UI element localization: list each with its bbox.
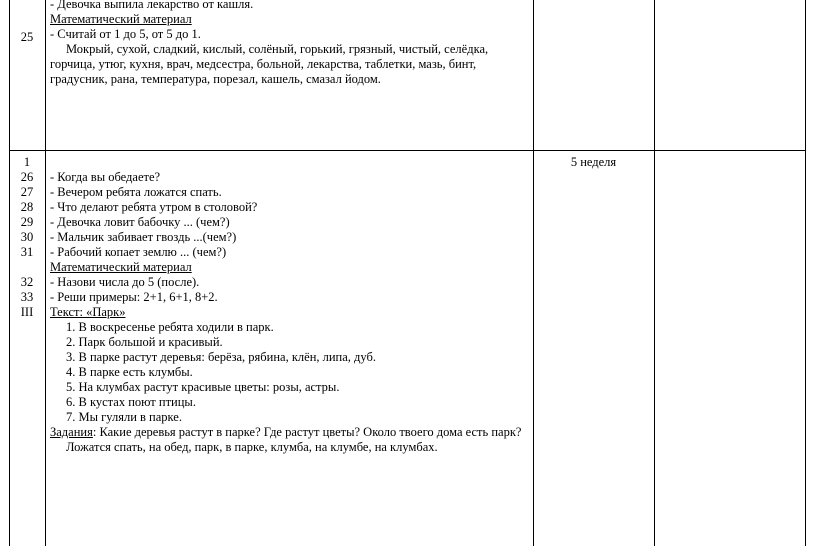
lesson-content — [50, 0, 530, 87]
task-line — [50, 425, 530, 440]
text-line: - Рабочий копает землю ... (чем?) — [50, 245, 227, 259]
week-label: 5 неделя — [570, 155, 617, 169]
lesson-number: III — [20, 305, 34, 319]
week-cell — [533, 155, 654, 170]
lesson-numbers — [9, 155, 45, 320]
section-heading: Математический материал — [50, 260, 192, 274]
task-label: Задания — [50, 425, 93, 439]
list-item: 2. Парк большой и красивый. — [66, 335, 223, 349]
text-line — [50, 155, 530, 170]
list-item: 6. В кустах поют птицы. — [66, 395, 196, 409]
lesson-number: 30 — [20, 230, 34, 244]
lesson-content — [50, 155, 530, 455]
table-border-right — [805, 0, 806, 546]
list-item: 4. В парке есть клумбы. — [66, 365, 193, 379]
text-line: - Вечером ребята ложатся спать. — [50, 185, 222, 199]
list-item: 3. В парке растут деревья: берёза, рябина, клён, липа, дуб. — [66, 350, 376, 364]
table-border-col2 — [533, 0, 534, 546]
lesson-number — [9, 260, 45, 275]
table-border-col3 — [654, 0, 655, 546]
text-line: - Реши примеры: 2+1, 6+1, 8+2. — [50, 290, 218, 304]
text-title: Текст: «Парк» — [50, 305, 126, 319]
lesson-number: 29 — [20, 215, 34, 229]
text-line: градусник, рана, температура, порезал, кашель, смазал йодом. — [50, 72, 381, 86]
list-item: 5. На клумбах растут красивые цветы: розы, астры. — [66, 380, 340, 394]
lesson-number: 27 — [20, 185, 34, 199]
text-line: - Когда вы обедаете? — [50, 170, 161, 184]
text-line: - Считай от 1 до 5, от 5 до 1. — [50, 27, 201, 41]
lesson-number: 28 — [20, 200, 34, 214]
list-item: 7. Мы гуляли в парке. — [66, 410, 182, 424]
text-line: - Девочка ловит бабочку ... (чем?) — [50, 215, 230, 229]
lesson-number: 26 — [20, 170, 34, 184]
text-line: - Мальчик забивает гвоздь ...(чем?) — [50, 230, 237, 244]
table-border-col1 — [45, 0, 46, 546]
lesson-number: 25 — [20, 30, 34, 44]
lesson-number: 33 — [20, 290, 34, 304]
list-item: 1. В воскресенье ребята ходили в парк. — [66, 320, 274, 334]
text-line: Мокрый, сухой, сладкий, кислый, солёный, горький, грязный, чистый, селёдка, — [66, 42, 489, 56]
lesson-number: 1 — [23, 155, 31, 169]
task-text: : Какие деревья растут в парке? Где растут цветы? Около твоего дома есть парк? — [92, 425, 522, 439]
section-heading: Математический материал — [50, 12, 192, 26]
lesson-number: 31 — [20, 245, 34, 259]
vocabulary-line: Ложатся спать, на обед, парк, в парке, клумба, на клумбе, на клумбах. — [66, 440, 438, 454]
text-line: - Что делают ребята утром в столовой? — [50, 200, 258, 214]
text-line: горчица, утюг, кухня, врач, медсестра, больной, лекарства, таблетки, мазь, бинт, — [50, 57, 477, 71]
lesson-number: 32 — [20, 275, 34, 289]
text-line: - Девочка выпила лекарство от кашля. — [50, 0, 254, 11]
table-row-divider — [9, 150, 806, 151]
text-line: - Назови числа до 5 (после). — [50, 275, 200, 289]
